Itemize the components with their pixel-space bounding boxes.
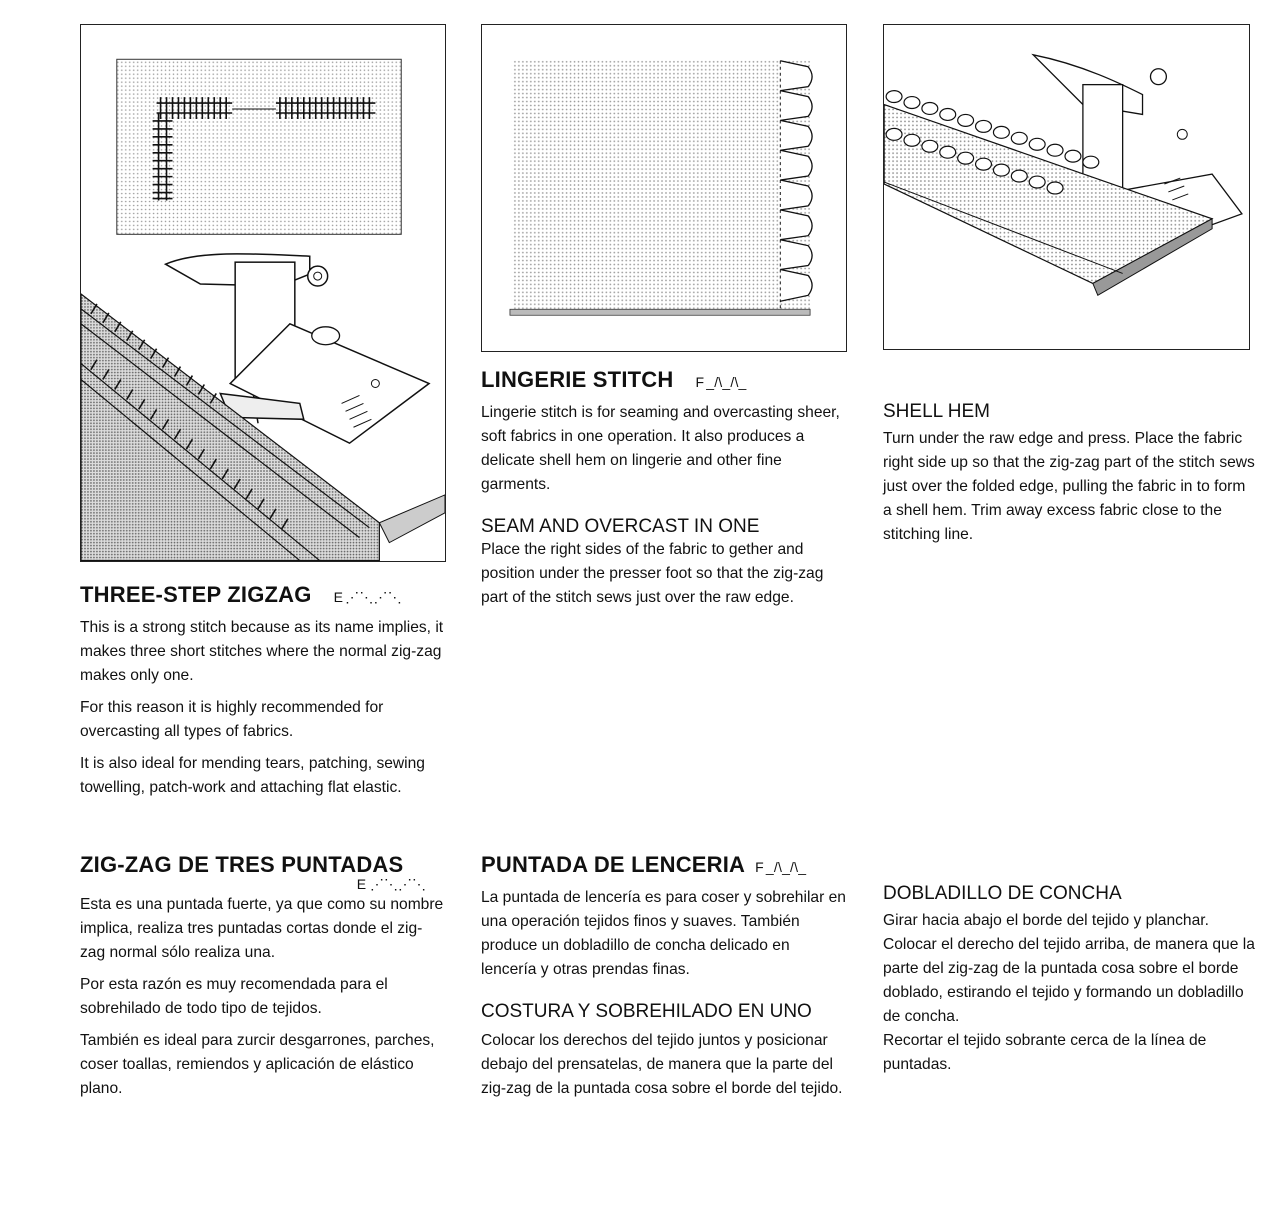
paragraph-2: For this reason it is highly recommended for overcasting all types of fabrics.: [80, 699, 384, 740]
stitch-code-f: F: [695, 374, 705, 390]
lingerie-stitch-title: LINGERIE STITCH F _/\_/\_: [481, 367, 747, 392]
paragraph-es-3: También es ideal para zurcir desgarrones, parches, coser toallas, remiendos y aplicación de elástico plano.: [80, 1032, 435, 1097]
column-three-step-zigzag: [80, 582, 446, 800]
stitch-code-f-es: F: [755, 859, 764, 875]
three-step-zigzag-title: THREE-STEP ZIGZAG E ⋰⋱⋰⋱: [80, 582, 402, 607]
paragraph-es-2: Por esta razón es muy recomendada para el sobrehilado de todo tipo de tejidos.: [80, 976, 388, 1017]
column-dobladillo-concha: [883, 882, 1255, 1077]
shell-hem-subtitle: SHELL HEM: [883, 401, 990, 422]
puntada-lenceria-title: PUNTADA DE LENCERIA F _/\_/\_: [481, 852, 807, 877]
costura-sobrehilado-subtitle: COSTURA Y SOBREHILADO EN UNO: [481, 1001, 812, 1022]
column-lingerie-stitch: [481, 367, 847, 610]
zigzag-symbol-icon: ⋰⋱⋰⋱: [345, 589, 402, 605]
stitch-code-e-es: E ⋰⋱⋰⋱: [356, 876, 426, 892]
zigzag-tres-puntadas-title: ZIG-ZAG DE TRES PUNTADAS: [80, 852, 404, 877]
zigzag-symbol-icon: ⋰⋱⋰⋱: [366, 876, 426, 892]
paragraph-1: Turn under the raw edge and press. Place the fabric right side up so that the zig-zag part of the stitch sews just over the folded edge, pulling the fabric in to form a shell hem. Trim away excess fabric close to the stitching line.: [883, 430, 1255, 543]
column-puntada-lenceria: [481, 852, 847, 1101]
paragraph-es-1: Esta es una puntada fuerte, ya que como su nombre implica, realiza tres puntadas cortas donde el zig-zag normal sólo realiza una.: [80, 896, 444, 961]
paragraph-es-1: Girar hacia abajo el borde del tejido y planchar. Colocar el derecho del tejido arriba, de manera que la parte del zig-zag de la puntada cosa sobre el borde doblado, estirando el tejido y formando un dobladillo de concha.: [883, 912, 1255, 1025]
dobladillo-concha-subtitle: DOBLADILLO DE CONCHA: [883, 883, 1122, 904]
shell-hem-figure: [883, 24, 1250, 350]
paragraph-es-2: Recortar el tejido sobrante cerca de la línea de puntadas.: [883, 1032, 1207, 1073]
paragraph-2: Place the right sides of the fabric to gether and position under the presser foot so that the zig-zag part of the stitch sews just over the raw edge.: [481, 541, 824, 606]
sewing-machine-zigzag-icon: [81, 25, 445, 561]
paragraph-1: Lingerie stitch is for seaming and overcasting sheer, soft fabrics in one operation. It also produces a delicate shell hem on lingerie and other fine garments.: [481, 404, 840, 493]
shell-edge-icon: [482, 25, 846, 351]
column-shell-hem: [883, 400, 1255, 547]
paragraph-1: This is a strong stitch because as its name implies, it makes three short stitches where the normal zig-zag makes only one.: [80, 619, 444, 684]
shell-hem-machine-icon: [884, 25, 1249, 349]
lingerie-symbol-icon: _/\_/\_: [765, 859, 807, 875]
lingerie-symbol-icon: _/\_/\_: [706, 374, 747, 390]
three-step-zigzag-figure: [80, 24, 446, 562]
paragraph-3: It is also ideal for mending tears, patching, sewing towelling, patch-work and attaching flat elastic.: [80, 755, 425, 796]
stitch-code-e: E: [333, 589, 344, 605]
paragraph-es-1: La puntada de lencería es para coser y sobrehilar en una operación tejidos finos y suaves. También produce un dobladillo de concha delicado en lencería y otras prendas finas.: [481, 889, 846, 978]
seam-overcast-subtitle: SEAM AND OVERCAST IN ONE: [481, 516, 760, 537]
paragraph-es-2: Colocar los derechos del tejido juntos y posicionar debajo del prensatelas, de manera que la parte del zig-zag de la puntada cosa sobre el borde del tejido.: [481, 1032, 843, 1097]
column-zigzag-tres-puntadas: [80, 852, 446, 1101]
lingerie-stitch-figure: [481, 24, 847, 352]
